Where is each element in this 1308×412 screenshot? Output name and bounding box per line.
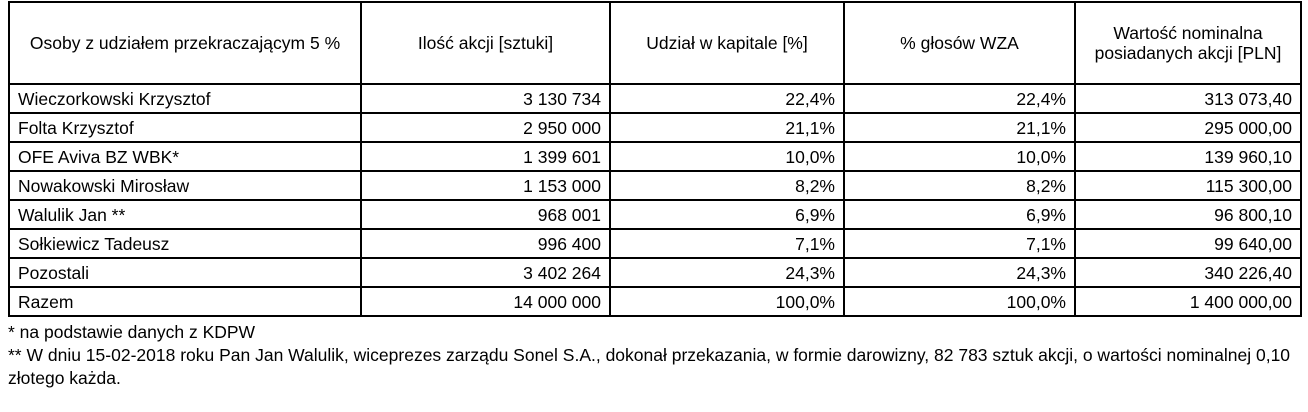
share-count: 996 400 — [361, 229, 610, 258]
table-body — [9, 84, 1301, 316]
nominal-value: 139 960,10 — [1075, 142, 1301, 171]
shareholder-name: Pozostali — [9, 258, 361, 287]
total-capital-share: 100,0% — [610, 287, 844, 316]
votes-share: 22,4% — [844, 84, 1075, 113]
shareholders-table — [8, 1, 1302, 317]
capital-share: 21,1% — [610, 113, 844, 142]
total-votes-share: 100,0% — [844, 287, 1075, 316]
votes-share: 8,2% — [844, 171, 1075, 200]
share-count: 1 153 000 — [361, 171, 610, 200]
votes-share: 7,1% — [844, 229, 1075, 258]
nominal-value: 313 073,40 — [1075, 84, 1301, 113]
capital-share: 6,9% — [610, 200, 844, 229]
nominal-value: 99 640,00 — [1075, 229, 1301, 258]
capital-share: 8,2% — [610, 171, 844, 200]
footnote-kdpw: * na podstawie danych z KDPW — [8, 322, 256, 342]
votes-share: 21,1% — [844, 113, 1075, 142]
table-row-total — [9, 287, 1301, 316]
header-capital-share: Udział w kapitale [%] — [610, 2, 844, 84]
nominal-value: 115 300,00 — [1075, 171, 1301, 200]
header-shareholder: Osoby z udziałem przekraczającym 5 % — [9, 2, 361, 84]
table-row — [9, 113, 1301, 142]
votes-share: 10,0% — [844, 142, 1075, 171]
shareholder-name: Wieczorkowski Krzysztof — [9, 84, 361, 113]
shareholder-name: Folta Krzysztof — [9, 113, 361, 142]
votes-share: 24,3% — [844, 258, 1075, 287]
nominal-value: 340 226,40 — [1075, 258, 1301, 287]
footnotes — [8, 321, 1300, 390]
table-row — [9, 258, 1301, 287]
table-row — [9, 200, 1301, 229]
shareholder-name: Walulik Jan ** — [9, 200, 361, 229]
nominal-value: 295 000,00 — [1075, 113, 1301, 142]
table-row — [9, 229, 1301, 258]
shareholder-name: Nowakowski Mirosław — [9, 171, 361, 200]
capital-share: 10,0% — [610, 142, 844, 171]
nominal-value: 96 800,10 — [1075, 200, 1301, 229]
table-row — [9, 142, 1301, 171]
shareholders-section — [8, 1, 1300, 390]
total-share-count: 14 000 000 — [361, 287, 610, 316]
table-header — [9, 2, 1301, 84]
share-count: 1 399 601 — [361, 142, 610, 171]
header-votes-share: % głosów WZA — [844, 2, 1075, 84]
capital-share: 22,4% — [610, 84, 844, 113]
share-count: 968 001 — [361, 200, 610, 229]
total-label: Razem — [9, 287, 361, 316]
votes-share: 6,9% — [844, 200, 1075, 229]
shareholder-name: Sołkiewicz Tadeusz — [9, 229, 361, 258]
footnote-donation: ** W dniu 15-02-2018 roku Pan Jan Walulik, wiceprezes zarządu Sonel S.A., dokonał przekazania, w formie darowizny, 82 783 sztuk akcji, o wartości nominalnej 0,10 złotego każda. — [8, 345, 1291, 388]
share-count: 2 950 000 — [361, 113, 610, 142]
header-nominal-value: Wartość nominalna posiadanych akcji [PLN] — [1075, 2, 1301, 84]
capital-share: 24,3% — [610, 258, 844, 287]
table-row — [9, 84, 1301, 113]
total-nominal-value: 1 400 000,00 — [1075, 287, 1301, 316]
share-count: 3 402 264 — [361, 258, 610, 287]
table-row — [9, 171, 1301, 200]
header-share-count: Ilość akcji [sztuki] — [361, 2, 610, 84]
share-count: 3 130 734 — [361, 84, 610, 113]
capital-share: 7,1% — [610, 229, 844, 258]
shareholder-name: OFE Aviva BZ WBK* — [9, 142, 361, 171]
header-row — [9, 2, 1301, 84]
